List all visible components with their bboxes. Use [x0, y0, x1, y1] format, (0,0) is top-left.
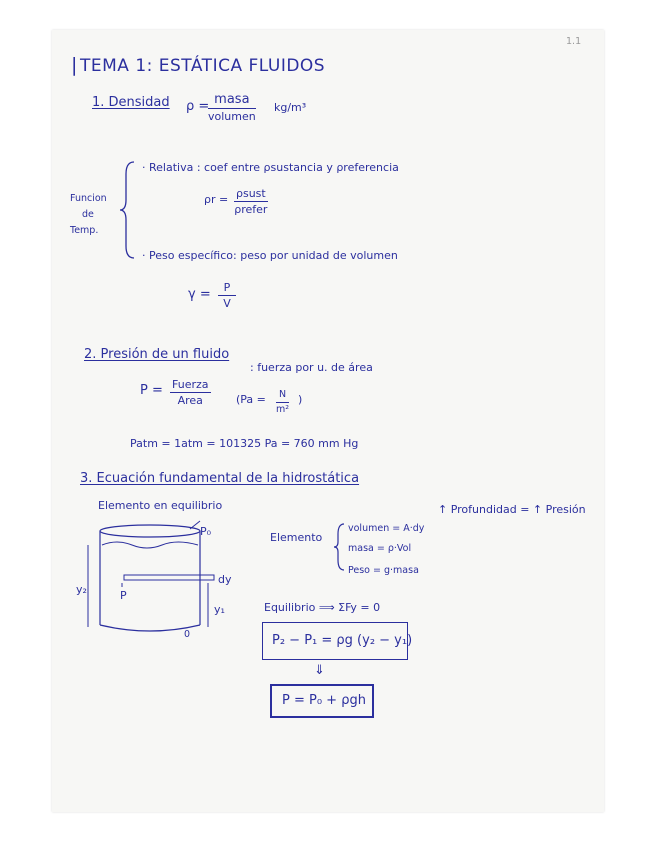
equation-1: P₂ − P₁ = ρg (y₂ − y₁): [272, 633, 413, 648]
y1-label: y₁: [214, 603, 225, 616]
equation-2: P = P₀ + ρgh: [282, 693, 366, 708]
equilibrium-line: Equilibrio ⟹ ΣFy = 0: [264, 601, 381, 614]
relative-density-lhs: ρr =: [204, 193, 229, 206]
pascal-unit-open: (Pa =: [236, 393, 266, 406]
density-denominator: volumen: [208, 110, 256, 123]
mass-line: masa = ρ·Vol: [348, 543, 412, 554]
atmospheric-pressure: Patm = 1atm = 101325 Pa = 760 mm Hg: [130, 437, 359, 450]
y2-label: y₂: [76, 583, 87, 596]
page-number: 1.1: [566, 36, 582, 47]
density-lhs: ρ =: [186, 99, 210, 114]
density-units: kg/m³: [274, 101, 307, 114]
weight-line: Peso = g·masa: [348, 565, 419, 576]
density-numerator: masa: [208, 93, 256, 109]
volume-line: volumen = A·dy: [348, 523, 425, 534]
origin-label: 0: [184, 629, 191, 640]
density-heading: 1. Densidad: [92, 95, 170, 110]
gamma-fraction: $\frac{P}{V}$: [218, 282, 236, 309]
title-bar-mark: |: [71, 54, 78, 76]
dy-label: dy: [218, 573, 232, 586]
relative-density-fraction: ρsust ρrefer: [234, 187, 268, 216]
page-title: TEMA 1: ESTÁTICA FLUIDOS: [80, 56, 326, 76]
gamma-lhs: γ =: [188, 287, 211, 302]
depth-pressure-note: ↑ Profundidad = ↑ Presión: [438, 503, 586, 516]
curly-brace: [120, 160, 140, 260]
p-label: P: [120, 589, 127, 602]
density-fraction: [208, 93, 256, 122]
hydrostatics-heading: 3. Ecuación fundamental de la hidrostática: [80, 471, 360, 486]
equilibrium-element-label: Elemento en equilibrio: [98, 499, 223, 512]
pressure-lhs: P =: [140, 383, 163, 398]
relative-density-text: · Relativa : coef entre ρsustancia y ρreferencia: [142, 161, 399, 174]
pascal-unit-close: ): [298, 393, 303, 406]
elemento-brace: [334, 522, 346, 572]
specific-weight-text: · Peso específico: peso por unidad de volumen: [142, 249, 398, 262]
elemento-label: Elemento: [270, 531, 323, 544]
down-arrow: ⇓: [314, 663, 325, 678]
pressure-description: : fuerza por u. de área: [250, 361, 373, 374]
pascal-unit-fraction: $\frac{N}{\text{m²}}$: [276, 389, 290, 415]
pressure-fraction: Fuerza Area: [172, 378, 209, 407]
pressure-heading: 2. Presión de un fluido: [84, 347, 230, 362]
p0-label: P₀: [200, 525, 212, 538]
